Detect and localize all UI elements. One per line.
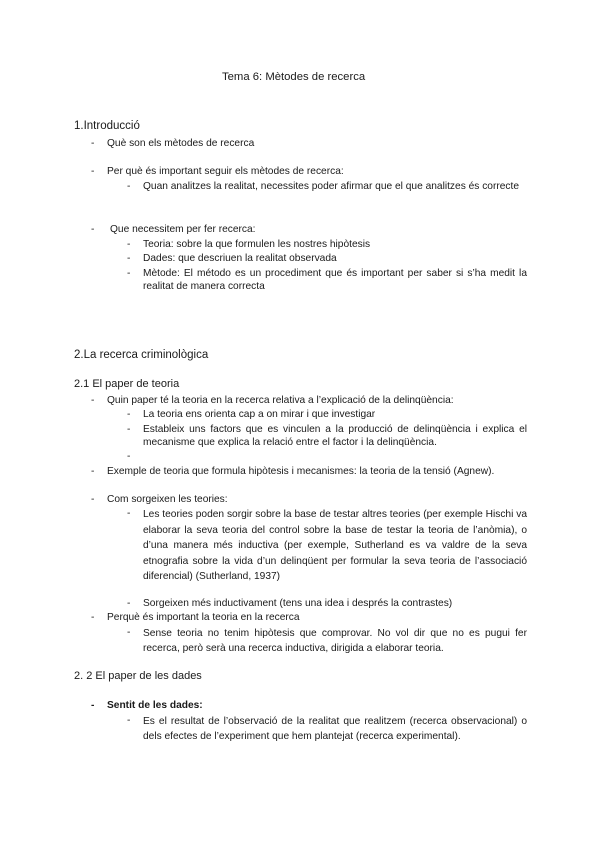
intro-item-1: Què son els mètodes de recerca — [107, 138, 255, 149]
sub-bullet-dash: - — [127, 409, 131, 420]
sub-bullet-dash: - — [127, 268, 131, 279]
theory-item-2: Exemple de teoria que formula hipòtesis i mecanismes: la teoria de la tensió (Agnew). — [107, 466, 495, 477]
intro-item-3: Que necessitem per fer recerca: — [110, 224, 256, 235]
bullet-dash: - — [91, 466, 95, 477]
theory-item-4: Perquè és important la teoria en la recerca — [107, 612, 300, 623]
sub-bullet-dash: - — [127, 253, 131, 264]
theory-item-3-sub-1: Les teories poden sorgir sobre la base de testar altres teories (per exemple Hischi va elaborar la seva teoria del control sobre la base de testar la teoria de l’anòmia), o d’una manera més inductiva (per exemple, Sutherland es va valdre de la seva etnografia sobre la vida d’un delinqüent per formular la seva teoria de l’associació diferencial) (Sutherland, 1937) — [143, 509, 527, 582]
bullet-dash: - — [91, 395, 95, 406]
bullet-dash: - — [91, 166, 95, 177]
bullet-dash: - — [91, 612, 95, 623]
section-2-2-heading: 2. 2 El paper de les dades — [74, 670, 202, 682]
theory-item-3: Com sorgeixen les teories: — [107, 494, 228, 505]
bullet-dash: - — [91, 138, 95, 149]
sub-bullet-dash: - — [127, 451, 131, 462]
sub-bullet-dash: - — [127, 181, 131, 192]
theory-item-3-sub-2: Sorgeixen més inductivament (tens una idea i després la contrastes) — [143, 598, 453, 609]
theory-item-1: Quin paper té la teoria en la recerca relativa a l’explicació de la delinqüència: — [107, 395, 454, 406]
data-item-1: Sentit de les dades: — [107, 700, 203, 711]
sub-bullet-dash: - — [127, 598, 131, 609]
sub-bullet-dash: - — [127, 508, 131, 519]
section-2-1-heading: 2.1 El paper de teoria — [74, 378, 180, 390]
sub-bullet-dash: - — [127, 715, 131, 726]
theory-item-1-sub-2: Estableix uns factors que es vinculen a la producció de delinqüència i explica el mecanisme que explica la relació entre el factor i la delinqüència. — [143, 424, 527, 448]
sub-bullet-dash: - — [127, 239, 131, 250]
bullet-dash: - — [91, 224, 95, 235]
bullet-dash: - — [91, 494, 95, 505]
sub-bullet-dash: - — [127, 627, 131, 638]
intro-item-3-sub-3: Mètode: El método es un procediment que és important per saber si s’ha medit la realitat de manera correcta — [143, 268, 527, 292]
intro-item-2: Per què és important seguir els mètodes de recerca: — [107, 166, 344, 177]
section-2-heading: 2.La recerca criminològica — [74, 349, 209, 361]
bullet-dash: - — [91, 700, 95, 711]
theory-item-1-sub-1: La teoria ens orienta cap a on mirar i que investigar — [143, 409, 376, 420]
sub-bullet-dash: - — [127, 424, 131, 435]
intro-item-3-sub-2: Dades: que descriuen la realitat observada — [143, 253, 337, 264]
intro-item-3-sub-1: Teoria: sobre la que formulen les nostres hipòtesis — [143, 239, 371, 250]
section-1-heading: 1.Introducció — [74, 120, 140, 132]
data-item-1-sub: Es el resultat de l’observació de la realitat que realitzem (recerca observacional) o dels efectes de l’experiment que hem plantejat (recerca experimental). — [143, 716, 527, 742]
page-title: Tema 6: Mètodes de recerca — [222, 71, 366, 83]
intro-item-2-sub: Quan analitzes la realitat, necessites poder afirmar que el que analitzes és correcte — [143, 181, 520, 192]
theory-item-4-sub: Sense teoria no tenim hipòtesis que comprovar. No vol dir que no es pugui fer recerca, però serà una recerca inductiva, dirigida a elaborar teoria. — [143, 628, 527, 654]
